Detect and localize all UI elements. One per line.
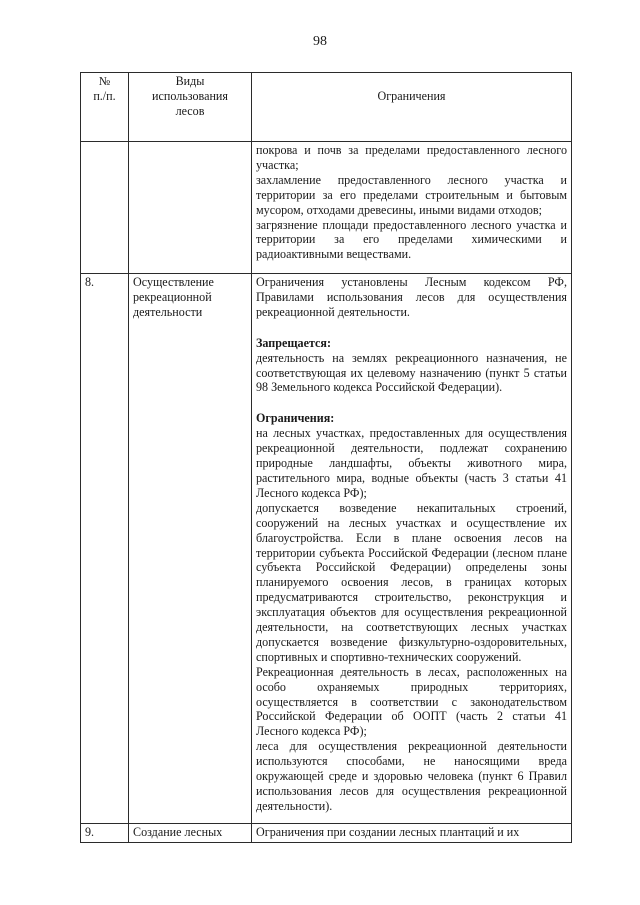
limits-heading: Ограничения:	[256, 411, 335, 426]
restriction-paragraph: Ограничения при создании лесных плантаций и их	[256, 825, 520, 839]
table-row	[81, 274, 572, 824]
header-restrictions: Ограничения	[252, 73, 572, 142]
header-forest-use-kind: Виды использования лесов	[129, 73, 252, 142]
row-number-cell: 8.	[81, 274, 129, 824]
forest-use-kind-cell	[129, 142, 252, 274]
table-header-row	[81, 73, 572, 142]
restrictions-cell	[252, 824, 572, 843]
restriction-paragraph: леса для осуществления рекреационной деятельности используются способами, не наносящими вреда окружающей среде и здоровью человека (пункт 6 Правил использования лесов для осуществления рекреационной деятельности).	[256, 739, 567, 813]
page-number: 98	[313, 34, 327, 49]
forest-use-kind-cell: Осуществление рекреационной деятельности	[129, 274, 252, 824]
restrictions-cell	[252, 142, 572, 274]
row-number-cell: 9.	[81, 824, 129, 843]
header-number: № п./п.	[81, 73, 129, 142]
table-row	[81, 142, 572, 274]
restriction-paragraph: допускается возведение некапитальных строений, сооружений на лесных участках и осуществление их благоустройства. Если в плане освоения лесов на территории субъекта Российской Федерации (лесном плане субъекта Российской Федерации) определены зоны планируемого освоения лесов, в границах которых предусматриваются строительство, реконструкция и эксплуатация объектов для осуществления рекреационной деятельности, на соответствующих лесных участках допускается возведение физкультурно-оздоровительных, спортивных и спортивно-технических сооружений.	[256, 500, 567, 664]
restriction-paragraph: Рекреационная деятельность в лесах, расположенных на особо охраняемых природных территориях, осуществляется в соответствии с законодательством Российской Федерации об ООПТ (часть 2 статьи 41 Лесного кодекса РФ);	[256, 664, 567, 739]
restriction-paragraph: покрова и почв за пределами предоставленного лесного участка;	[256, 143, 567, 172]
restriction-paragraph: на лесных участках, предоставленных для осуществления рекреационной деятельности, подлежат сохранению природные ландшафты, объекты животного мира, растительного мира, водные объекты (часть 3 статьи 41 Лесного кодекса РФ);	[256, 426, 567, 500]
restriction-intro: Ограничения установлены Лесным кодексом РФ, Правилами использования лесов для осуществления рекреационной деятельности.	[256, 275, 567, 319]
forbidden-heading: Запрещается:	[256, 335, 331, 350]
restriction-paragraph: загрязнение площади предоставленного лесного участка и территории за его пределами химическими и радиоактивными веществами.	[256, 217, 567, 262]
forest-use-kind-cell: Создание лесных	[129, 824, 252, 843]
restrictions-table	[80, 72, 572, 843]
forbidden-text: деятельность на землях рекреационного назначения, не соответствующая их целевому назначению (пункт 5 статьи 98 Земельного кодекса Российской Федерации).	[256, 350, 567, 395]
restriction-paragraph: захламление предоставленного лесного участка и территории за его пределами строительным и бытовым мусором, отходами древесины, иными видами отходов;	[256, 172, 567, 217]
table-row	[81, 824, 572, 843]
restrictions-cell	[252, 274, 572, 824]
row-number-cell	[81, 142, 129, 274]
